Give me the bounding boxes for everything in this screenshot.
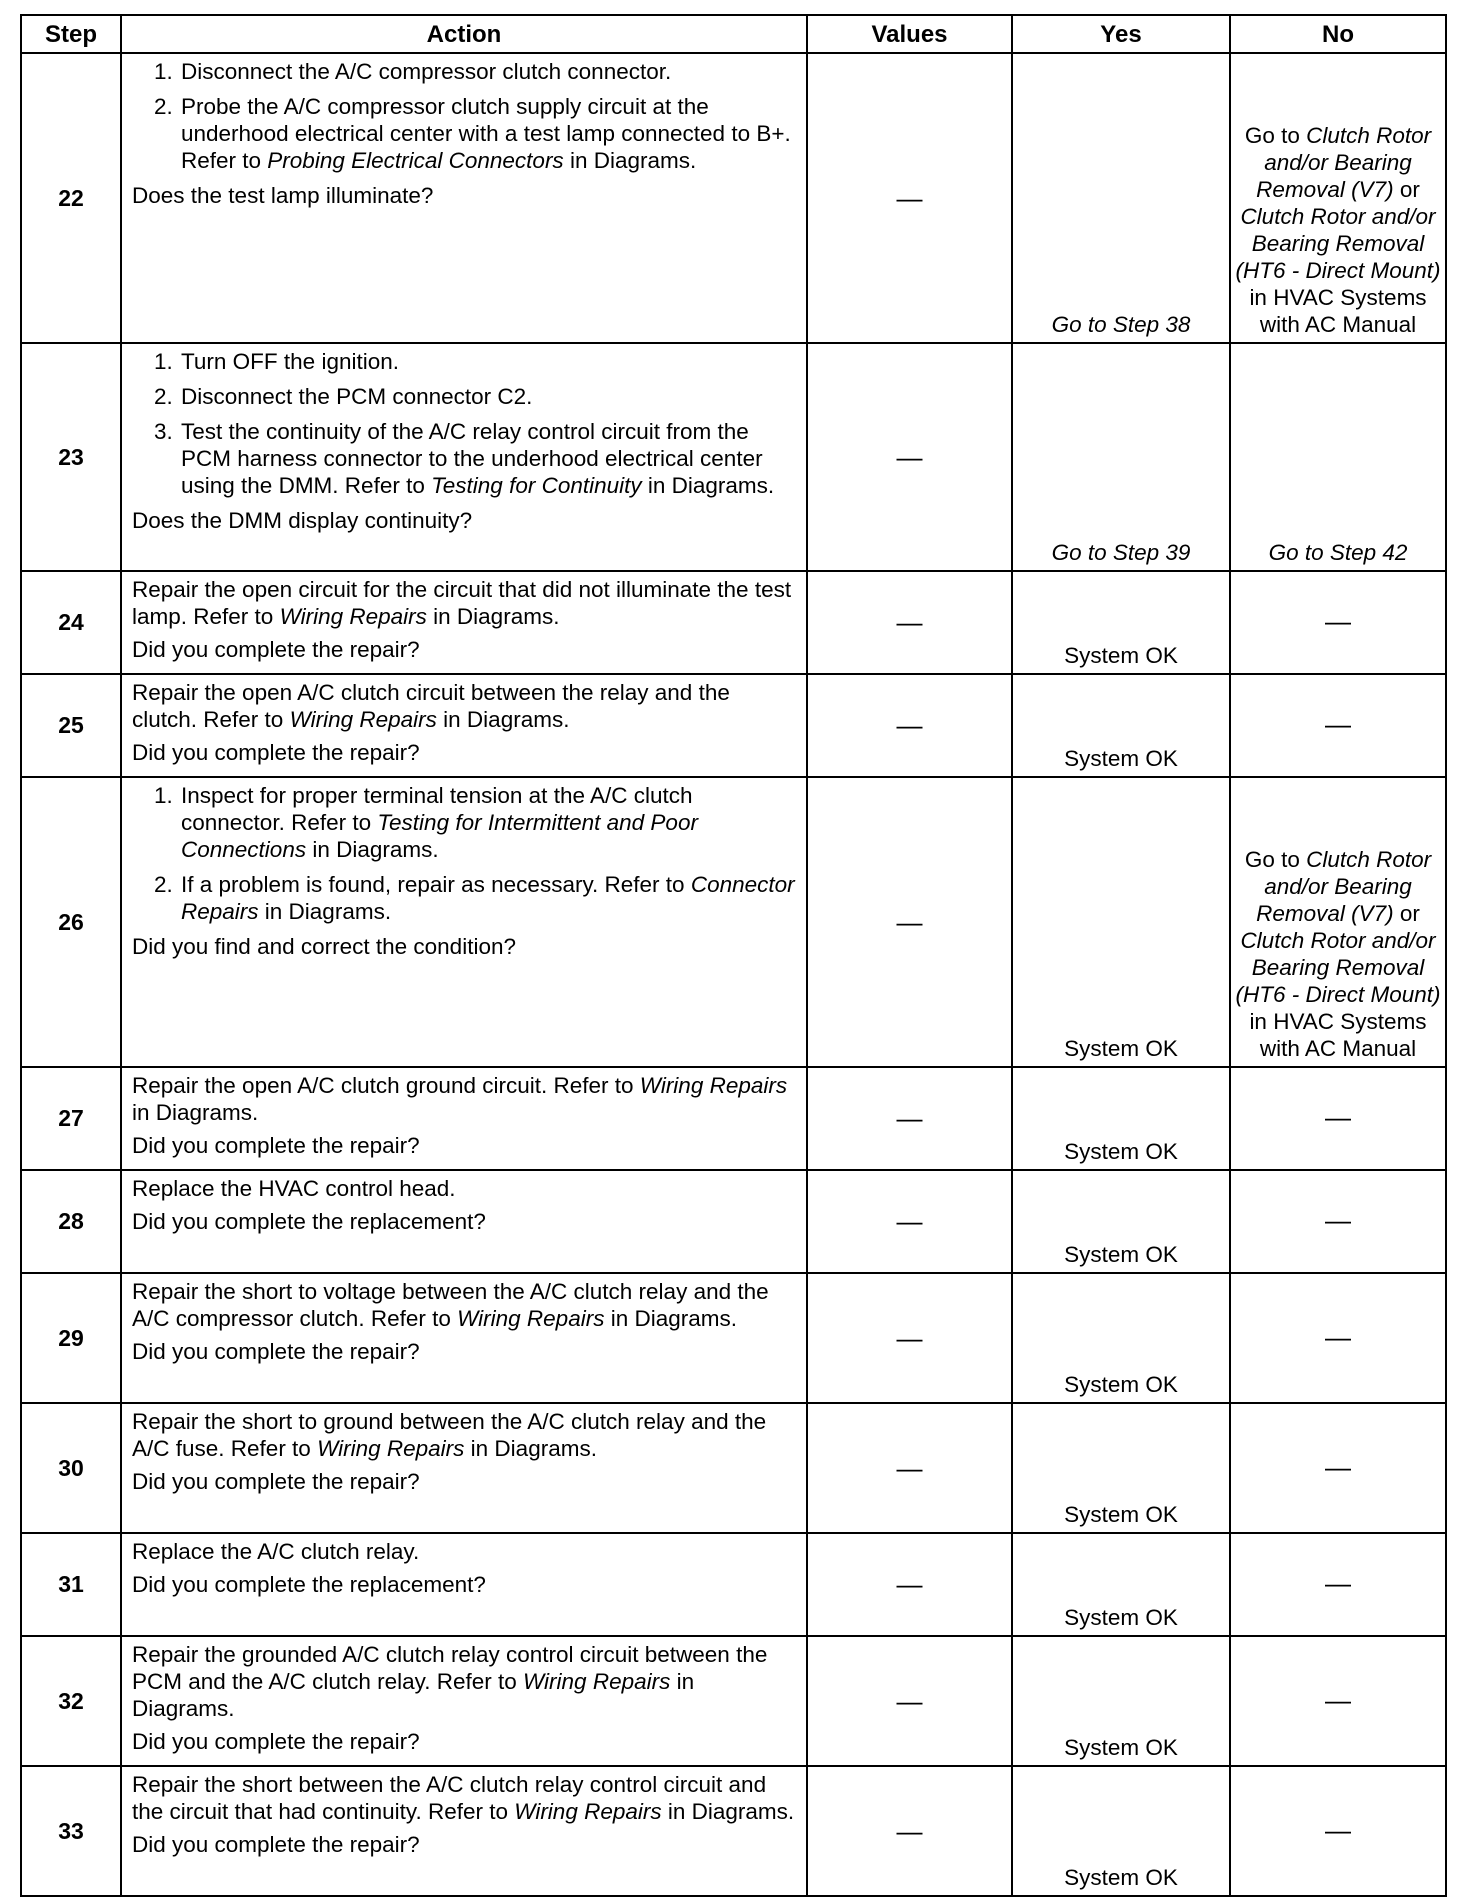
step-number: 28 <box>21 1170 121 1273</box>
action-cell <box>121 1636 807 1766</box>
values-cell: — <box>807 1533 1012 1636</box>
values-cell: — <box>807 1067 1012 1170</box>
table-row <box>21 1170 1446 1273</box>
action-cell <box>121 571 807 674</box>
yes-cell: System OK <box>1012 571 1230 674</box>
action-cell <box>121 1067 807 1170</box>
values-cell: — <box>807 1403 1012 1533</box>
action-question: Did you complete the repair? <box>132 1469 420 1494</box>
action-text: Repair the short to voltage between the A/C clutch relay and the A/C compressor clutch. Refer to Wiring Repairs in Diagrams. <box>132 1279 769 1331</box>
values-cell: — <box>807 571 1012 674</box>
no-cell: Go to Step 42 <box>1230 343 1446 571</box>
action-step: 1. Inspect for proper terminal tension at the A/C clutch connector. Refer to Testing for Intermittent and Poor Connections in Diagrams. <box>179 782 796 863</box>
action-question: Does the test lamp illuminate? <box>132 183 434 208</box>
action-cell <box>121 1403 807 1533</box>
step-number: 27 <box>21 1067 121 1170</box>
action-steps <box>132 782 796 925</box>
action-cell <box>121 53 807 343</box>
no-cell: — <box>1230 571 1446 674</box>
no-cell: — <box>1230 1403 1446 1533</box>
table-row <box>21 1067 1446 1170</box>
no-cell: — <box>1230 674 1446 777</box>
action-cell <box>121 1170 807 1273</box>
action-step: 2. If a problem is found, repair as necessary. Refer to Connector Repairs in Diagrams. <box>179 871 796 925</box>
table-row <box>21 1533 1446 1636</box>
table-row <box>21 1766 1446 1896</box>
values-cell: — <box>807 343 1012 571</box>
yes-cell: System OK <box>1012 1170 1230 1273</box>
action-cell <box>121 1533 807 1636</box>
step-number: 30 <box>21 1403 121 1533</box>
action-step: 1. Disconnect the A/C compressor clutch connector. <box>179 58 796 85</box>
values-cell: — <box>807 777 1012 1067</box>
yes-cell: Go to Step 38 <box>1012 53 1230 343</box>
action-text: Repair the open A/C clutch circuit between the relay and the clutch. Refer to Wiring Repairs in Diagrams. <box>132 680 730 732</box>
table-row <box>21 1273 1446 1403</box>
values-cell: — <box>807 53 1012 343</box>
values-cell: — <box>807 1170 1012 1273</box>
action-question: Did you find and correct the condition? <box>132 934 516 959</box>
values-cell: — <box>807 674 1012 777</box>
yes-cell: System OK <box>1012 1273 1230 1403</box>
table-row <box>21 777 1446 1067</box>
action-cell <box>121 674 807 777</box>
table-row <box>21 53 1446 343</box>
action-cell <box>121 1766 807 1896</box>
step-number: 26 <box>21 777 121 1067</box>
action-cell <box>121 777 807 1067</box>
yes-cell: System OK <box>1012 1533 1230 1636</box>
step-number: 31 <box>21 1533 121 1636</box>
action-question: Did you complete the repair? <box>132 740 420 765</box>
action-text: Repair the short to ground between the A/C clutch relay and the A/C fuse. Refer to Wiring Repairs in Diagrams. <box>132 1409 767 1461</box>
action-text: Repair the short between the A/C clutch relay control circuit and the circuit that had continuity. Refer to Wiring Repairs in Diagrams. <box>132 1772 795 1824</box>
action-question: Does the DMM display continuity? <box>132 508 473 533</box>
action-question: Did you complete the replacement? <box>132 1209 486 1234</box>
no-cell: — <box>1230 1170 1446 1273</box>
no-cell: — <box>1230 1067 1446 1170</box>
step-number: 25 <box>21 674 121 777</box>
action-steps <box>132 58 796 174</box>
action-question: Did you complete the repair? <box>132 637 420 662</box>
action-step: 2. Probe the A/C compressor clutch supply circuit at the underhood electrical center with a test lamp connected to B+. Refer to Probing Electrical Connectors in Diagrams. <box>179 93 796 174</box>
action-steps <box>132 348 796 499</box>
table-row <box>21 343 1446 571</box>
yes-cell: System OK <box>1012 1403 1230 1533</box>
step-number: 32 <box>21 1636 121 1766</box>
no-cell: — <box>1230 1766 1446 1896</box>
header-row <box>21 15 1446 53</box>
action-cell <box>121 343 807 571</box>
yes-cell: Go to Step 39 <box>1012 343 1230 571</box>
header-no: No <box>1230 15 1446 53</box>
yes-cell: System OK <box>1012 1067 1230 1170</box>
header-step: Step <box>21 15 121 53</box>
step-number: 24 <box>21 571 121 674</box>
values-cell: — <box>807 1766 1012 1896</box>
step-number: 23 <box>21 343 121 571</box>
no-cell: Go to Clutch Rotor and/or Bearing Removal (V7) or Clutch Rotor and/or Bearing Removal (HT6 - Direct Mount) in HVAC Systems with AC Manual <box>1230 777 1446 1067</box>
diagnostic-table <box>20 14 1447 1897</box>
table-row <box>21 571 1446 674</box>
action-question: Did you complete the repair? <box>132 1832 420 1857</box>
yes-cell: System OK <box>1012 1636 1230 1766</box>
action-text: Replace the HVAC control head. <box>132 1176 456 1201</box>
table-row <box>21 1636 1446 1766</box>
action-question: Did you complete the replacement? <box>132 1572 486 1597</box>
table-row <box>21 1403 1446 1533</box>
header-values: Values <box>807 15 1012 53</box>
action-question: Did you complete the repair? <box>132 1133 420 1158</box>
action-question: Did you complete the repair? <box>132 1339 420 1364</box>
no-cell: — <box>1230 1273 1446 1403</box>
no-cell: — <box>1230 1636 1446 1766</box>
action-step: 2. Disconnect the PCM connector C2. <box>179 383 796 410</box>
no-cell: — <box>1230 1533 1446 1636</box>
table-row <box>21 674 1446 777</box>
values-cell: — <box>807 1636 1012 1766</box>
action-step: 3. Test the continuity of the A/C relay control circuit from the PCM harness connector to the underhood electrical center using the DMM. Refer to Testing for Continuity in Diagrams. <box>179 418 796 499</box>
yes-cell: System OK <box>1012 1766 1230 1896</box>
step-number: 33 <box>21 1766 121 1896</box>
action-question: Did you complete the repair? <box>132 1729 420 1754</box>
action-cell <box>121 1273 807 1403</box>
header-yes: Yes <box>1012 15 1230 53</box>
no-cell: Go to Clutch Rotor and/or Bearing Removal (V7) or Clutch Rotor and/or Bearing Removal (HT6 - Direct Mount) in HVAC Systems with AC Manual <box>1230 53 1446 343</box>
yes-cell: System OK <box>1012 674 1230 777</box>
action-text: Repair the open A/C clutch ground circuit. Refer to Wiring Repairs in Diagrams. <box>132 1073 788 1125</box>
action-step: 1. Turn OFF the ignition. <box>179 348 796 375</box>
header-action: Action <box>121 15 807 53</box>
step-number: 29 <box>21 1273 121 1403</box>
values-cell: — <box>807 1273 1012 1403</box>
action-text: Replace the A/C clutch relay. <box>132 1539 420 1564</box>
action-text: Repair the grounded A/C clutch relay control circuit between the PCM and the A/C clutch relay. Refer to Wiring Repairs in Diagrams. <box>132 1642 768 1721</box>
action-text: Repair the open circuit for the circuit that did not illuminate the test lamp. Refer to Wiring Repairs in Diagrams. <box>132 577 792 629</box>
step-number: 22 <box>21 53 121 343</box>
yes-cell: System OK <box>1012 777 1230 1067</box>
